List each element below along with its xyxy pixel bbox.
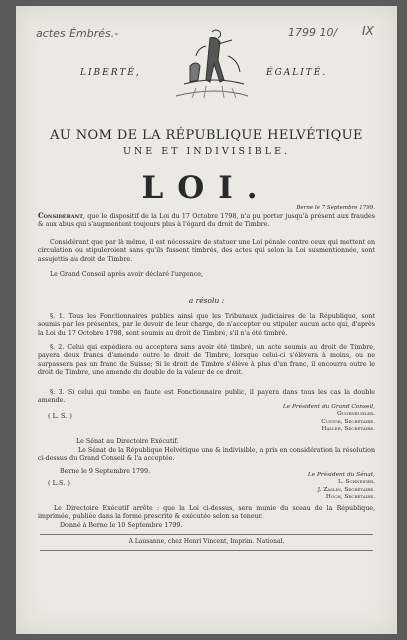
sig-senat-title: Le Président du Sénat, (307, 472, 375, 478)
considerant-first-word: Considérant (38, 211, 83, 220)
sig-gc-name1: Gugenbuhler. (337, 411, 375, 418)
handwritten-note-right: 1799 10/ (288, 26, 338, 39)
considerant-paragraph (38, 212, 375, 230)
seal-mark-2: ( L.S. ) (48, 479, 70, 487)
signature-senat (308, 472, 375, 502)
article-1: §. 1. Tous les Fonctionnaires publics ainsi que les Tribunaux judiciaires de la République, sont soumis par les présentes, par le devoir de leur charge, de n'accepter ou stipuler aucun acte qui, d'après la Loi du 17 Octobre 1798, sont soumis au droit de Timbre, s'il n'a été timbré. (38, 313, 375, 337)
directoire-text: Le Directoire Exécutif arrête : que la Loi ci-dessus, sera munie du sceau de la République, imprimée, publiée dans la forme prescrite & exécutée selon sa teneur. (38, 505, 375, 521)
tell-vignette-icon (166, 26, 256, 110)
handwritten-note-left: actes Émbrés.- (36, 27, 119, 40)
sig-gc-name2: Custor, Secrétaire. (321, 418, 375, 425)
article-2: §. 2. Celui qui expédiera ou acceptera sans avoir été timbré, un acte soumis au droit de Timbre, payera deux francs d'amende outre le droit de Timbre, lorsque celui-ci s'élèvera à moins, ou ne surpassera pas un franc de Suisse; Si le droit de Timbre s'élève à plus d'un franc, il encourra outre le droit de Timbre, une amende du double de la valeur de ce droit. (38, 344, 375, 377)
senate-text: Le Sénat de la République Helvétique une & indivisible, a pris en considération la résolution ci-dessus du Grand Conseil & l'a acceptée. (38, 447, 375, 463)
grand-conseil-line: Le Grand Conseil après avoir déclaré l'urgence, (50, 271, 203, 278)
seal-mark-1: ( L. S. ) (48, 412, 72, 420)
sig-senat-name1: L. Schneider. (337, 479, 375, 486)
title-republic: AU NOM DE LA RÉPUBLIQUE HELVÉTIQUE (50, 128, 363, 143)
article-3: §. 3. Si celui qui tombe en faute est Fonctionnaire public, il payera dans tous les cas la double amende. (38, 389, 375, 405)
senate-heading: Le Sénat au Directoire Exécutif. (76, 438, 179, 445)
divider-bottom (40, 550, 373, 551)
divider-top (40, 534, 373, 535)
document-page (16, 6, 397, 634)
considerant2-paragraph: Considérant que par là même, il est nécessaire de statuer une Loi pénale contre ceux qui mettent en circulation ou stipuleroient sans qu'ils fussent timbrés, des actes qui selon la Loi susmentionnée, sont assujettis au droit de Timbre. (38, 239, 375, 263)
senate-date: Berne le 9 Septembre 1799. (60, 468, 150, 475)
sig-gc-name3: Haller, Secrétaire. (321, 426, 375, 433)
handwritten-roman-numeral: IX (362, 24, 374, 38)
sig-senat-name2: J. Zaslin, Secrétaire. (317, 486, 375, 493)
sig-senat-name3: Hoch, Secrétaire. (325, 494, 375, 501)
title-indivisible: UNE ET INDIVISIBLE. (122, 146, 291, 157)
directoire-date: Donné à Berne le 10 Septembre 1799. (60, 522, 183, 529)
considerant-text: , que le dispositif de la Loi du 17 Octobre 1798, n'a pu porter jusqu'à présent aux fraudes & aux abus qui s'augmentent toujours plus à l'égard du droit de Timbre. (38, 213, 375, 229)
title-loi: LOI. (141, 170, 272, 206)
sig-gc-title: Le Président du Grand Conseil, (282, 404, 375, 410)
resolu-heading: a résolu : (188, 296, 225, 305)
motto-egalite: ÉGALITÉ. (266, 68, 328, 78)
date-line: Berne le 7 Septembre 1799. (296, 205, 375, 211)
motto-liberte: LIBERTÉ, (80, 68, 141, 78)
signature-grand-conseil (283, 404, 375, 434)
printer-footer: A Lausanne, chez Henri Vincent, Imprim. National. (128, 538, 285, 545)
